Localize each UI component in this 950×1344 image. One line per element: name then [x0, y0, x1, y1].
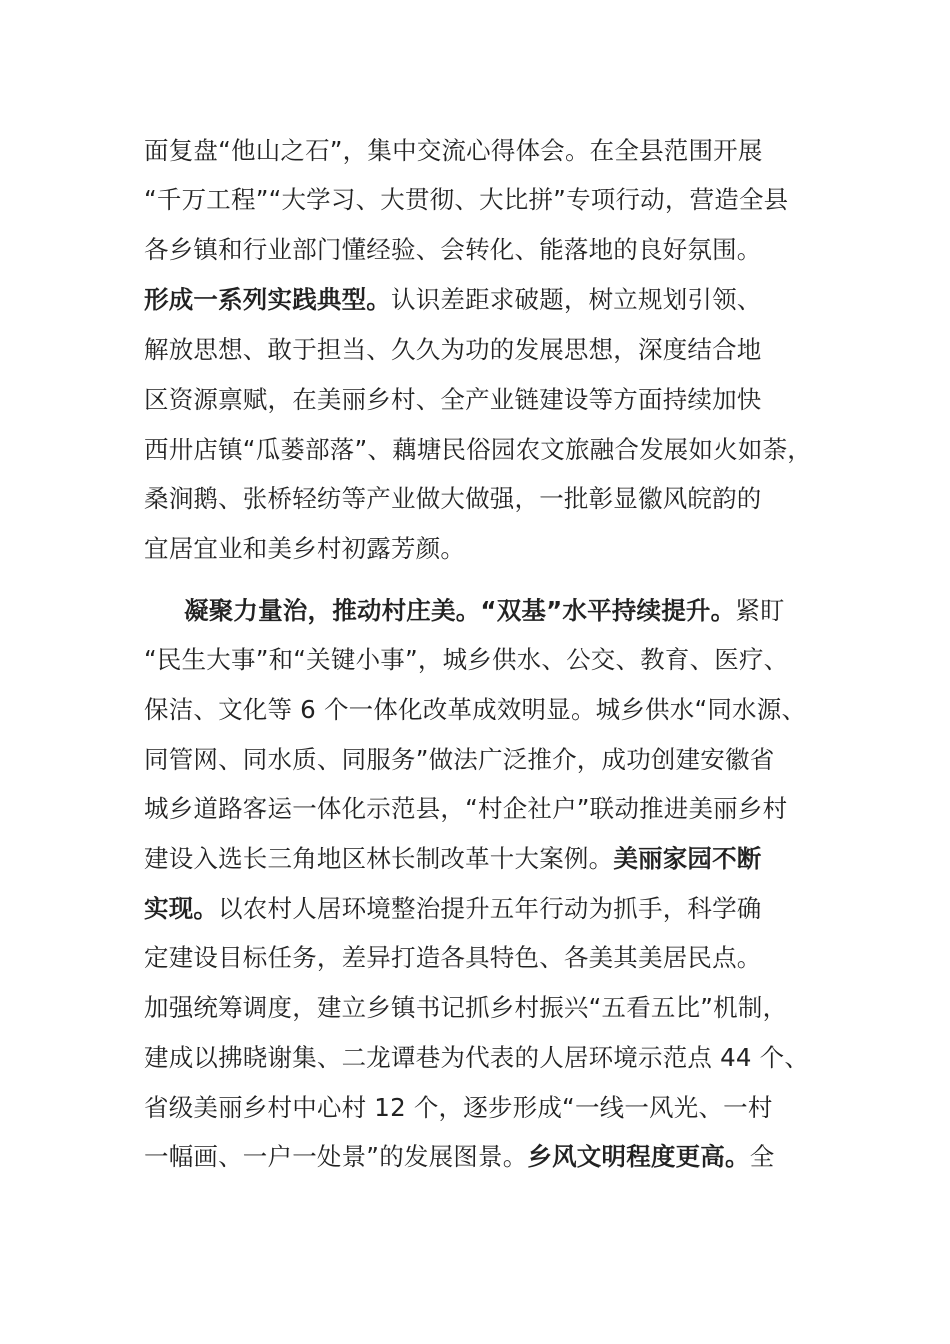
text-run: “千万工程”“大学习、大贯彻、大比拼”专项行动，营造全县 — [144, 185, 789, 214]
text-run: 定建设目标任务，差异打造各具特色、各美其美居民点。 — [144, 943, 762, 972]
text-run: 建设入选长三角地区林长制改革十大案例。 — [144, 844, 614, 873]
text-run: 宜居宜业和美乡村初露芳颜。 — [144, 534, 466, 563]
text-run: 桑涧鹅、张桥轻纺等产业做大做强，一批彰显徽风皖韵的 — [144, 484, 762, 513]
text-line-16 — [144, 889, 762, 929]
text-line-21 — [144, 1137, 774, 1177]
text-line-2 — [144, 180, 788, 220]
text-line-9 — [144, 529, 465, 569]
text-run: 西卅店镇“瓜蒌部落”、藕塘民俗园农文旅融合发展如火如荼， — [144, 435, 812, 464]
text-line-5 — [144, 330, 762, 370]
bold-heading-run: 乡风文明程度更高。 — [527, 1142, 750, 1171]
text-line-20 — [144, 1088, 773, 1128]
text-line-14 — [144, 789, 787, 829]
text-run: 认识差距求破题，树立规划引领、 — [391, 285, 762, 314]
text-line-10 — [184, 591, 785, 631]
text-run: 面复盘“他山之石”，集中交流心得体会。在全县范围开展 — [144, 136, 763, 165]
text-run: 区资源禀赋，在美丽乡村、全产业链建设等方面持续加快 — [144, 385, 762, 414]
text-run: 以农村人居环境整治提升五年行动为抓手，科学确 — [218, 894, 762, 923]
bold-heading-run: 美丽家园不断 — [613, 844, 762, 873]
text-run: 各乡镇和行业部门懂经验、会转化、能落地的良好氛围。 — [144, 235, 762, 264]
bold-heading-run: 形成一系列实践典型。 — [144, 285, 391, 314]
text-run: 全 — [749, 1142, 775, 1171]
text-run: 解放思想、敢于担当、久久为功的发展思想，深度结合地 — [144, 335, 762, 364]
text-line-19 — [144, 1038, 809, 1078]
text-run: 省级美丽乡村中心村 12 个，逐步形成“一线一风光、一村 — [144, 1093, 773, 1122]
text-line-3 — [144, 230, 762, 270]
text-line-13 — [144, 740, 774, 780]
text-line-6 — [144, 380, 762, 420]
text-line-17 — [144, 938, 762, 978]
text-run: 加强统筹调度，建立乡镇书记抓乡村振兴“五看五比”机制， — [144, 993, 788, 1022]
text-line-12 — [144, 690, 806, 730]
text-run: 同管网、同水质、同服务”做法广泛推介，成功创建安徽省 — [144, 745, 775, 774]
text-run: 建成以拂晓谢集、二龙谭巷为代表的人居环境示范点 44 个、 — [144, 1043, 810, 1072]
text-line-7 — [144, 430, 812, 470]
text-line-11 — [144, 640, 788, 680]
text-line-15 — [144, 839, 762, 879]
bold-heading-run: 凝聚力量治，推动村庄美。“双基”水平持续提升。 — [184, 596, 736, 625]
text-line-1 — [144, 131, 763, 171]
bold-heading-run: 实现。 — [144, 894, 219, 923]
text-run: 保洁、文化等 6 个一体化改革成效明显。城乡供水“同水源、 — [144, 695, 807, 724]
text-run: 一幅画、一户一处景”的发展图景。 — [144, 1142, 528, 1171]
text-line-4 — [144, 280, 762, 320]
text-run: 城乡道路客运一体化示范县，“村企社户”联动推进美丽乡村 — [144, 794, 788, 823]
text-run: “民生大事”和“关键小事”，城乡供水、公交、教育、医疗、 — [144, 645, 789, 674]
text-line-8 — [144, 479, 762, 519]
text-line-18 — [144, 988, 787, 1028]
text-run: 紧盯 — [735, 596, 785, 625]
